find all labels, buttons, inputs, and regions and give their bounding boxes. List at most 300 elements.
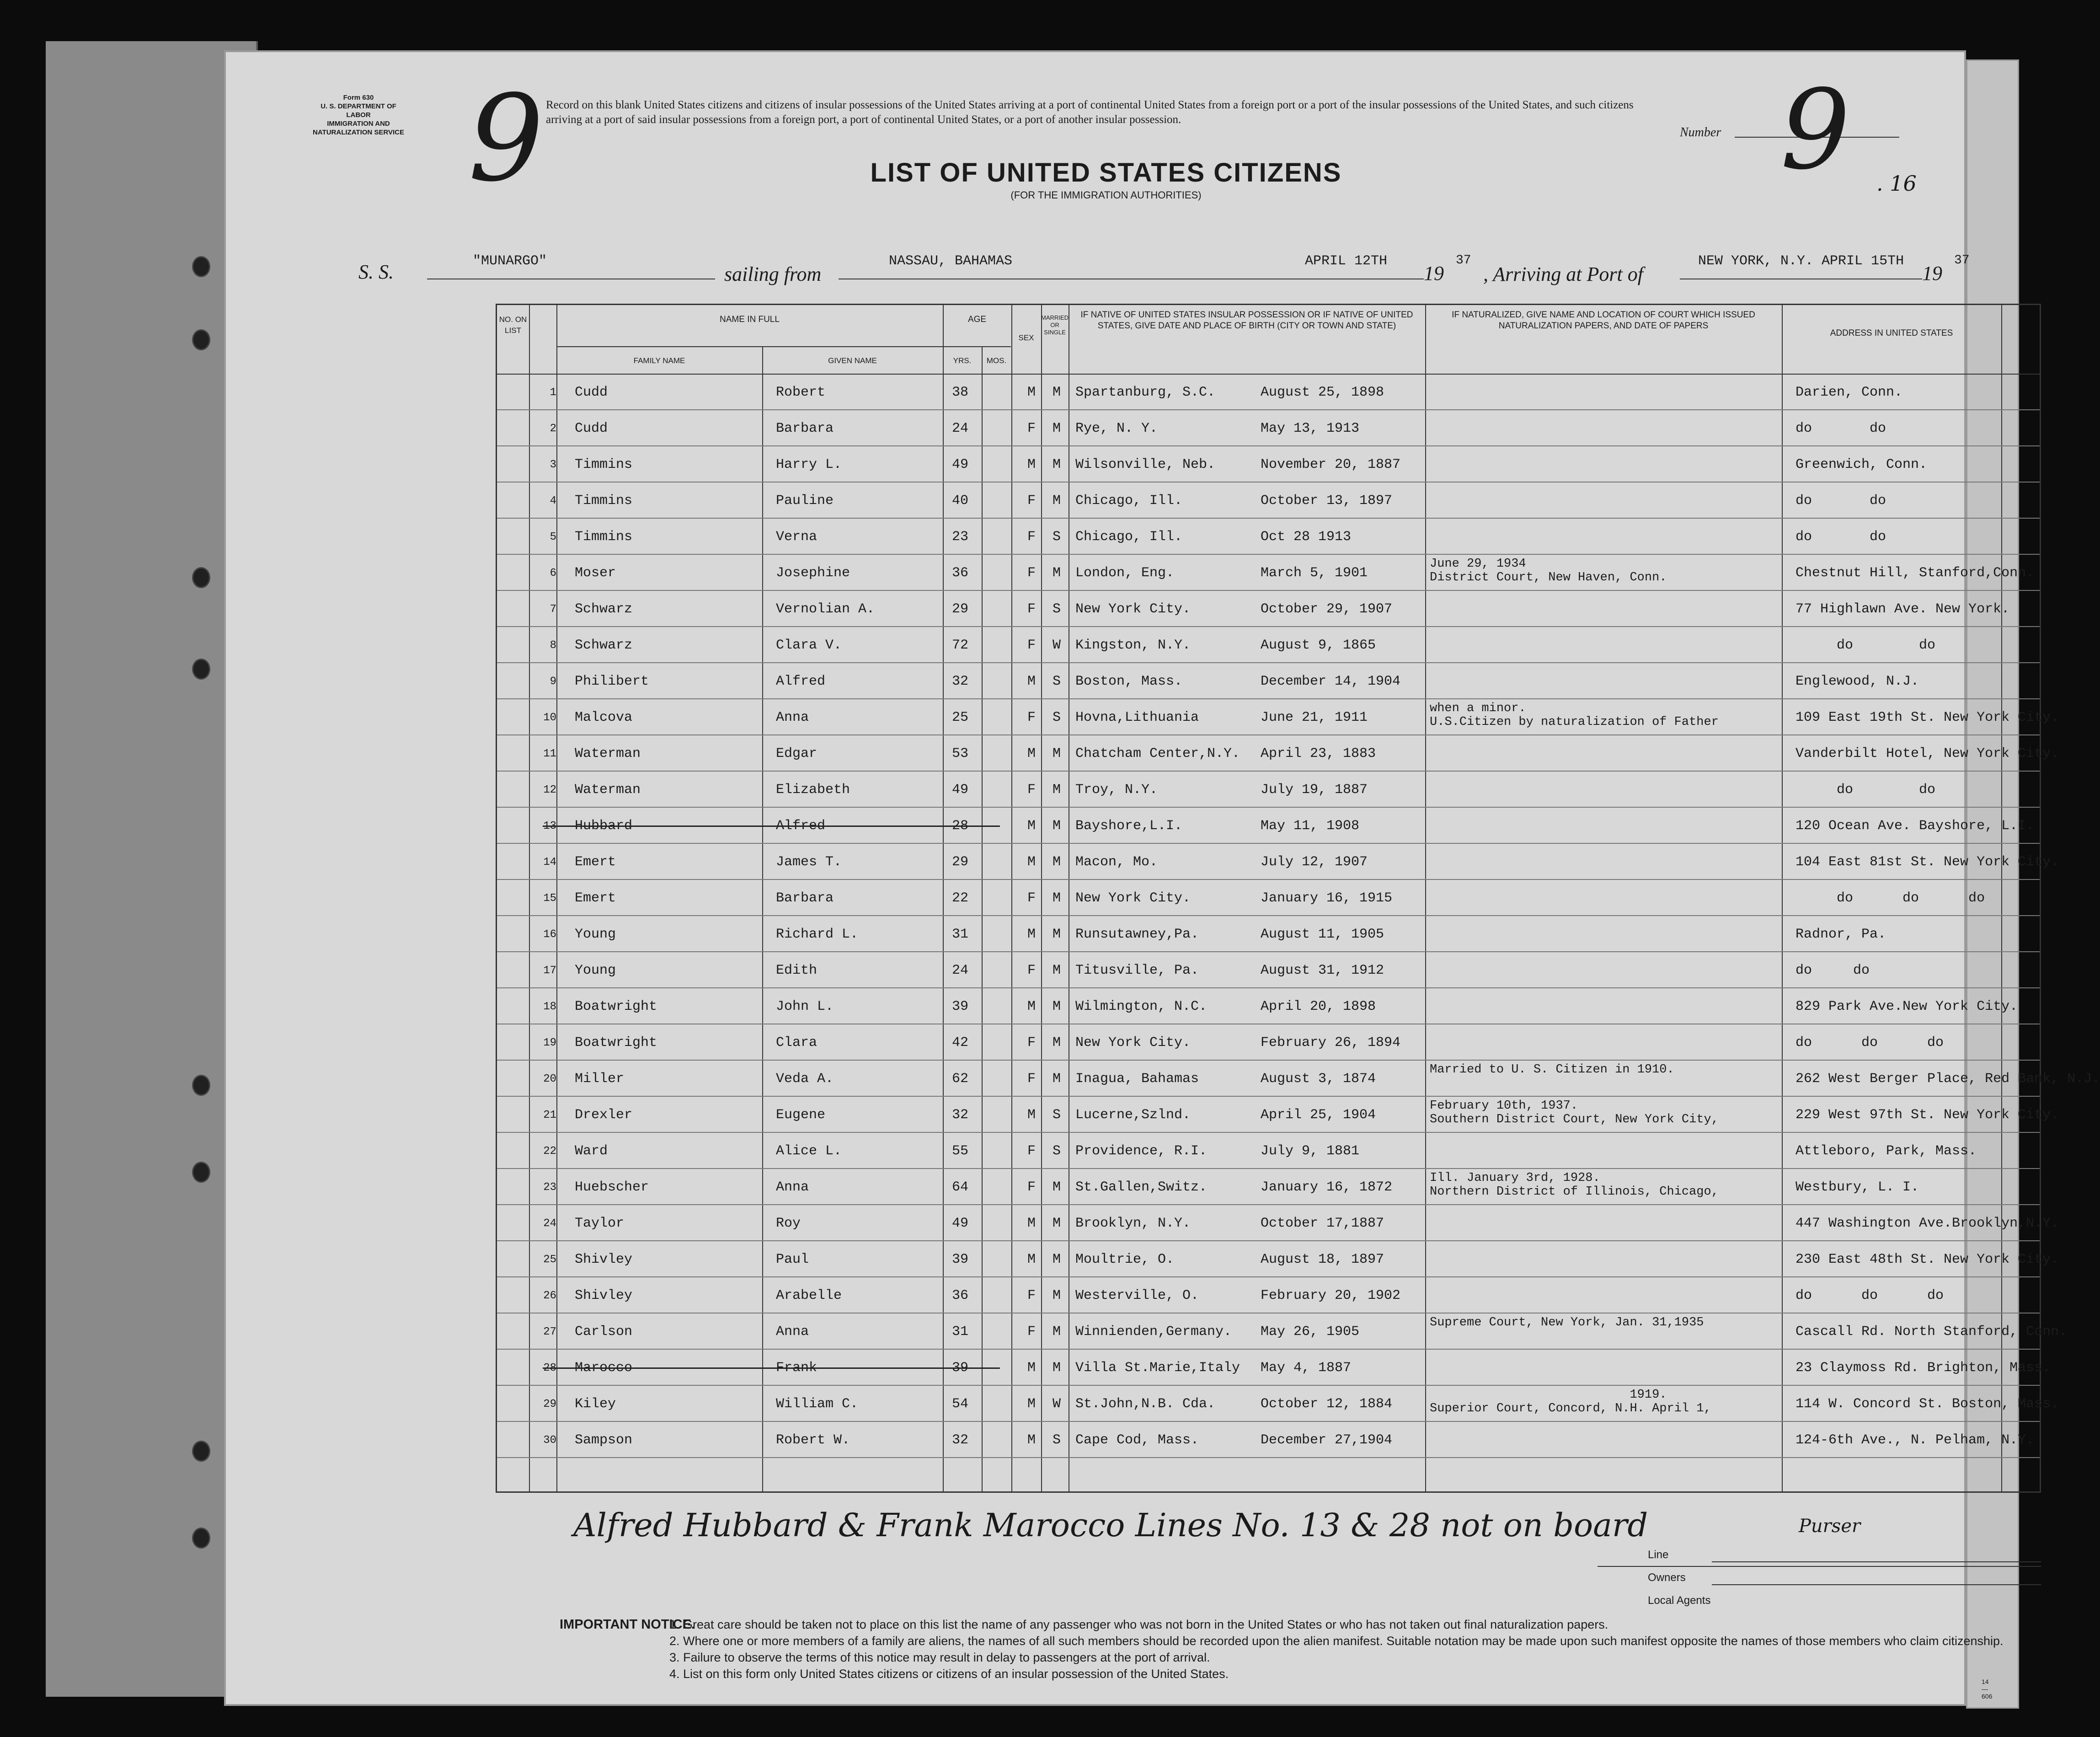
handwritten-list-number: 9 (468, 70, 544, 208)
sex: M (1027, 385, 1036, 400)
row-number: 5 (550, 531, 556, 543)
family-name: Timmins (575, 457, 633, 472)
given-name: Roy (776, 1216, 801, 1231)
sex: F (1027, 421, 1036, 436)
header-naturalization: IF NATURALIZED, GIVE NAME AND LOCATION OF COURT WHICH ISSUED NATURALIZATION PAPERS, AND DATE OF PAPERS (1452, 310, 1755, 331)
marital-status: M (1053, 1288, 1061, 1303)
family-name: Carlson (575, 1324, 633, 1340)
family-name: Schwarz (575, 601, 633, 617)
birth-date: April 25, 1904 (1261, 1107, 1376, 1123)
family-name: Emert (575, 890, 616, 906)
given-name: James T. (776, 854, 842, 870)
punch-hole (192, 1441, 210, 1462)
given-name: Clara (776, 1035, 818, 1051)
ss-label: S. S. (358, 261, 394, 283)
us-address: Englewood, N.J. (1795, 674, 1919, 689)
table-row (497, 807, 2040, 844)
sex: M (1027, 1252, 1036, 1267)
sex: F (1027, 1179, 1036, 1195)
birth-date: Oct 28 1913 (1261, 529, 1352, 545)
age-years: 25 (952, 710, 969, 725)
punch-hole (192, 256, 210, 277)
age-years: 55 (952, 1143, 969, 1159)
table-row (497, 1132, 2040, 1169)
table-row (497, 1060, 2100, 1097)
row-number: 28 (543, 1362, 556, 1374)
us-address: Radnor, Pa. (1795, 927, 1886, 942)
given-name: Robert W. (776, 1432, 850, 1448)
birth-date: April 20, 1898 (1261, 999, 1376, 1014)
table-row (497, 663, 2040, 699)
sex: F (1027, 963, 1036, 978)
table-row (497, 843, 2059, 880)
sex: M (1027, 1216, 1036, 1231)
sex: F (1027, 1143, 1036, 1159)
sex: M (1027, 927, 1036, 942)
table-row (497, 627, 2040, 663)
family-name: Shivley (575, 1288, 633, 1303)
given-name: Anna (776, 710, 809, 725)
birth-place: Wilsonville, Neb. (1075, 457, 1216, 472)
table-row (497, 1205, 2059, 1241)
table-row (497, 1169, 2040, 1205)
sex: M (1027, 999, 1036, 1014)
row-number: 20 (543, 1073, 556, 1085)
handwritten-number: 9 (1780, 66, 1850, 194)
us-address: 229 West 97th St. New York City. (1795, 1107, 2059, 1123)
birth-date: June 21, 1911 (1261, 710, 1368, 725)
us-address: Darien, Conn. (1795, 385, 1903, 400)
header-yrs: YRS. (953, 356, 972, 365)
birth-place: Troy, N.Y. (1075, 782, 1158, 798)
row-number: 18 (543, 1001, 556, 1013)
marital-status: S (1053, 1432, 1061, 1448)
birth-place: Chicago, Ill. (1075, 493, 1183, 509)
marital-status: S (1053, 529, 1061, 545)
punch-hole (192, 1075, 210, 1096)
age-years: 49 (952, 1216, 969, 1231)
age-years: 36 (952, 1288, 969, 1303)
marital-status: M (1053, 746, 1061, 761)
department-name: U. S. DEPARTMENT OF LABOR (321, 102, 396, 119)
birth-date: October 17,1887 (1261, 1216, 1384, 1231)
agents-line (1712, 1584, 2041, 1585)
given-name: Eugene (776, 1107, 826, 1123)
birth-place: Inagua, Bahamas (1075, 1071, 1199, 1087)
birth-date: November 20, 1887 (1261, 457, 1401, 472)
marital-status: M (1053, 1252, 1061, 1267)
table-row (497, 879, 2040, 916)
marital-status: M (1053, 385, 1061, 400)
row-number: 10 (543, 712, 556, 724)
marital-status: M (1053, 818, 1061, 834)
us-address: 230 East 48th St. New York City. (1795, 1252, 2059, 1267)
birth-place: Rye, N. Y. (1075, 421, 1158, 436)
row-number: 22 (543, 1145, 556, 1158)
birth-place: Winnienden,Germany. (1075, 1324, 1232, 1340)
family-name: Moser (575, 565, 616, 581)
family-name: Kiley (575, 1396, 616, 1412)
birth-place: London, Eng. (1075, 565, 1175, 581)
page-subtitle: (FOR THE IMMIGRATION AUTHORITIES) (1010, 189, 1202, 201)
notice-item: 3. Failure to observe the terms of this notice may result in delay to passengers at the port of arrival. (669, 1651, 1210, 1664)
us-address: Greenwich, Conn. (1795, 457, 1928, 472)
year-prefix: 19 (1424, 262, 1444, 284)
sex: M (1027, 1432, 1036, 1448)
row-number: 15 (543, 892, 556, 905)
table-row (497, 988, 2040, 1024)
table-row (497, 1024, 2040, 1061)
family-name: Drexler (575, 1107, 633, 1123)
us-address: do do (1795, 529, 1886, 545)
row-number: 17 (543, 965, 556, 977)
sex: F (1027, 1035, 1036, 1051)
row-number: 25 (543, 1254, 556, 1266)
marital-status: W (1053, 1396, 1061, 1412)
given-name: William C. (776, 1396, 859, 1412)
marital-status: M (1053, 1324, 1061, 1340)
us-address: do do (1795, 638, 1936, 653)
marital-status: S (1053, 601, 1061, 617)
us-address: 104 East 81st St. New York City. (1795, 854, 2059, 870)
birth-date: February 20, 1902 (1261, 1288, 1401, 1303)
punch-hole (192, 329, 210, 350)
birth-date: August 18, 1897 (1261, 1252, 1384, 1267)
marital-status: M (1053, 1035, 1061, 1051)
signature-line (1598, 1566, 2041, 1567)
header-married-single: MARRIED OR SINGLE (1041, 314, 1069, 336)
age-years: 49 (952, 457, 969, 472)
sex: F (1027, 782, 1036, 798)
table-row (497, 771, 2040, 808)
row-number: 24 (543, 1217, 556, 1230)
row-number: 23 (543, 1181, 556, 1194)
family-name: Boatwright (575, 1035, 657, 1051)
marital-status: M (1053, 421, 1061, 436)
table-row (497, 1421, 2040, 1458)
given-name: Barbara (776, 421, 834, 436)
age-years: 54 (952, 1396, 969, 1412)
header-sex: SEX (1018, 333, 1034, 342)
birth-date: August 9, 1865 (1261, 638, 1376, 653)
strike-through-line (543, 1367, 1000, 1369)
family-name: Cudd (575, 421, 608, 436)
sex: F (1027, 601, 1036, 617)
form-id-block (313, 93, 404, 137)
us-address: 447 Washington Ave.Brooklyn,N.Y. (1795, 1216, 2059, 1231)
purser-label: Purser (1799, 1516, 1861, 1537)
row-number: 21 (543, 1109, 556, 1121)
us-address: Westbury, L. I. (1795, 1179, 1919, 1195)
marital-status: M (1053, 854, 1061, 870)
page-title: LIST OF UNITED STATES CITIZENS (870, 158, 1342, 188)
birth-date: July 9, 1881 (1261, 1143, 1360, 1159)
us-address: Chestnut Hill, Stanford,Conn. (1795, 565, 2035, 581)
age-years: 32 (952, 674, 969, 689)
given-name: Verna (776, 529, 818, 545)
table-row (497, 446, 2040, 482)
sex: F (1027, 1288, 1036, 1303)
naturalization-info: when a minor. U.S.Citizen by naturalization of Father (1430, 702, 1719, 729)
header-address: ADDRESS IN UNITED STATES (1830, 328, 1953, 338)
birth-place: New York City. (1075, 601, 1191, 617)
given-name: Pauline (776, 493, 834, 509)
given-name: Barbara (776, 890, 834, 906)
age-years: 29 (952, 601, 969, 617)
page-number: . 16 (1876, 171, 1917, 196)
us-address: 114 W. Concord St. Boston, Mass. (1795, 1396, 2059, 1412)
marital-status: M (1053, 457, 1061, 472)
table-row (497, 554, 2040, 591)
notice-item: 1. Great care should be taken not to place on this list the name of any passenger who was not born in the United States or who has not taken out final naturalization papers. (669, 1618, 1608, 1631)
notice-item: 4. List on this form only United States citizens or citizens of an insular possession of the United States. (669, 1667, 1229, 1681)
birth-place: Villa St.Marie,Italy (1075, 1360, 1240, 1376)
birth-date: December 27,1904 (1261, 1432, 1393, 1448)
birth-place: Runsutawney,Pa. (1075, 927, 1199, 942)
strike-through-line (543, 826, 1000, 827)
us-address: do do (1795, 493, 1886, 509)
birth-place: Lucerne,Szlnd. (1075, 1107, 1191, 1123)
punch-hole (192, 1162, 210, 1183)
row-number: 12 (543, 784, 556, 796)
punch-hole (192, 567, 210, 588)
table-row (497, 1349, 2051, 1386)
marital-status: S (1053, 1107, 1061, 1123)
table-row (497, 482, 2040, 519)
sailing-label: sailing from (724, 263, 822, 285)
family-name: Sampson (575, 1432, 633, 1448)
birth-place: Titusville, Pa. (1075, 963, 1199, 978)
birth-date: August 31, 1912 (1261, 963, 1384, 978)
us-address: do do (1795, 782, 1936, 798)
departure-year: 37 (1456, 253, 1471, 268)
birth-date: May 11, 1908 (1261, 818, 1360, 834)
birth-place: St.John,N.B. Cda. (1075, 1396, 1216, 1412)
important-notice (560, 1616, 2068, 1682)
row-number: 2 (550, 423, 556, 435)
marital-status: W (1053, 638, 1061, 653)
naturalization-info: Supreme Court, New York, Jan. 31,1935 (1430, 1316, 1704, 1330)
birth-date: May 26, 1905 (1261, 1324, 1360, 1340)
us-address: do do do (1795, 1288, 1944, 1303)
handwritten-note: Alfred Hubbard & Frank Marocco Lines No. 13 & 28 not on board (573, 1506, 1648, 1544)
age-years: 49 (952, 782, 969, 798)
marital-status: M (1053, 565, 1061, 581)
given-name: Richard L. (776, 927, 859, 942)
family-name: Cudd (575, 385, 608, 400)
age-years: 40 (952, 493, 969, 509)
us-address: 120 Ocean Ave. Bayshore, L.I. (1795, 818, 2035, 834)
family-name: Hubbard (575, 818, 633, 834)
row-number: 3 (550, 459, 556, 471)
birth-date: December 14, 1904 (1261, 674, 1401, 689)
given-name: Elizabeth (776, 782, 850, 798)
header-family-name: FAMILY NAME (633, 356, 685, 365)
age-years: 31 (952, 1324, 969, 1340)
given-name: Frank (776, 1360, 818, 1376)
age-years: 22 (952, 890, 969, 906)
age-years: 62 (952, 1071, 969, 1087)
family-name: Miller (575, 1071, 625, 1087)
row-number: 7 (550, 603, 556, 616)
table-row (497, 410, 2040, 446)
punch-hole (192, 1528, 210, 1549)
family-name: Waterman (575, 746, 641, 761)
birth-place: Boston, Mass. (1075, 674, 1183, 689)
header-mos: MOS. (986, 356, 1007, 365)
header-no-on-list: NO. ON LIST (499, 315, 527, 335)
given-name: Vernolian A. (776, 601, 875, 617)
sex: F (1027, 890, 1036, 906)
given-name: Robert (776, 385, 826, 400)
marital-status: M (1053, 1216, 1061, 1231)
age-years: 32 (952, 1432, 969, 1448)
age-years: 38 (952, 385, 969, 400)
birth-place: New York City. (1075, 890, 1191, 906)
birth-date: October 13, 1897 (1261, 493, 1393, 509)
birth-date: August 25, 1898 (1261, 385, 1384, 400)
passenger-table (496, 304, 2100, 1493)
birth-date: May 13, 1913 (1261, 421, 1360, 436)
given-name: Veda A. (776, 1071, 834, 1087)
us-address: do do do (1795, 1035, 1944, 1051)
naturalization-info: Ill. January 3rd, 1928. Northern District of Illinois, Chicago, (1430, 1171, 1719, 1199)
sex: M (1027, 1360, 1036, 1376)
notice-heading: IMPORTANT NOTICE. (560, 1617, 695, 1632)
sex: F (1027, 529, 1036, 545)
table-row (497, 1385, 2059, 1422)
header-age: AGE (967, 315, 987, 324)
table-row (497, 952, 2040, 988)
row-number: 16 (543, 928, 556, 941)
birth-place: Brooklyn, N.Y. (1075, 1216, 1191, 1231)
age-years: 24 (952, 963, 969, 978)
us-address: do do do (1795, 890, 1985, 906)
sex: F (1027, 1324, 1036, 1340)
family-name: Marocco (575, 1360, 633, 1376)
sex: M (1027, 818, 1036, 834)
row-number: 8 (550, 639, 556, 652)
birth-place: Providence, R.I. (1075, 1143, 1208, 1159)
row-number: 11 (543, 748, 556, 760)
record-instructions: Record on this blank United States citizens and citizens of insular possessions of the United States arriving at a port of continental United States from a foreign port or a port of the insular possessions of the United States, and such citizens arriving at a port of said insular possessions from a foreign port, a port of continental United States, or a port of another insular possession. (546, 99, 1634, 126)
arriving-label: , Arriving at Port of (1483, 263, 1643, 285)
birth-date: January 16, 1915 (1261, 890, 1393, 906)
row-number: 6 (550, 567, 556, 579)
birth-place: Moultrie, O. (1075, 1252, 1175, 1267)
family-name: Timmins (575, 493, 633, 509)
birth-date: October 12, 1884 (1261, 1396, 1393, 1412)
us-address: do do (1795, 421, 1886, 436)
age-years: 39 (952, 1360, 969, 1376)
punch-hole (192, 659, 210, 680)
number-label: Number (1680, 125, 1721, 139)
sex: F (1027, 493, 1036, 509)
arrival-year: 37 (1954, 253, 1970, 268)
birth-place: Spartanburg, S.C. (1075, 385, 1216, 400)
header-birth: IF NATIVE OF UNITED STATES INSULAR POSSESSION OR IF NATIVE OF UNITED STATES, GIVE DATE AND PLACE OF BIRTH (CITY OR TOWN AND STATE) (1080, 310, 1413, 331)
birth-date: May 4, 1887 (1261, 1360, 1352, 1376)
row-number: 26 (543, 1290, 556, 1302)
given-name: Anna (776, 1179, 809, 1195)
family-name: Taylor (575, 1216, 625, 1231)
birth-place: New York City. (1075, 1035, 1191, 1051)
table-row (497, 1241, 2059, 1277)
us-address: 109 East 19th St. New York City. (1795, 710, 2059, 725)
age-years: 53 (952, 746, 969, 761)
row-number: 14 (543, 856, 556, 868)
given-name: Alfred (776, 674, 826, 689)
birth-place: Macon, Mo. (1075, 854, 1158, 870)
service-name: IMMIGRATION AND NATURALIZATION SERVICE (313, 120, 405, 136)
given-name: Paul (776, 1252, 809, 1267)
birth-place: Bayshore,L.I. (1075, 818, 1183, 834)
family-name: Emert (575, 854, 616, 870)
given-name: Josephine (776, 565, 850, 581)
marital-status: M (1053, 890, 1061, 906)
marital-status: S (1053, 674, 1061, 689)
sex: M (1027, 457, 1036, 472)
us-address: 262 West Berger Place, Red Bank, N.J. (1795, 1071, 2100, 1087)
sex: M (1027, 746, 1036, 761)
form-number: Form 630 (343, 94, 374, 102)
header-given-name: GIVEN NAME (828, 356, 877, 365)
birth-place: Kingston, N.Y. (1075, 638, 1191, 653)
family-name: Ward (575, 1143, 608, 1159)
naturalization-info: Married to U. S. Citizen in 1910. (1430, 1063, 1674, 1077)
age-years: 32 (952, 1107, 969, 1123)
family-name: Young (575, 927, 616, 942)
row-number: 9 (550, 676, 556, 688)
family-name: Schwarz (575, 638, 633, 653)
family-name: Young (575, 963, 616, 978)
sex: F (1027, 638, 1036, 653)
line-label: Line (1648, 1549, 1669, 1561)
birth-date: April 23, 1883 (1261, 746, 1376, 761)
row-number: 4 (550, 495, 556, 507)
table-row (497, 590, 2040, 627)
owners-label: Owners (1648, 1571, 1686, 1584)
birth-date: October 29, 1907 (1261, 601, 1393, 617)
given-name: Harry L. (776, 457, 842, 472)
header-rule (556, 346, 1011, 347)
birth-place: Westerville, O. (1075, 1288, 1199, 1303)
sex: F (1027, 565, 1036, 581)
age-years: 64 (952, 1179, 969, 1195)
birth-place: Wilmington, N.C. (1075, 999, 1208, 1014)
age-years: 36 (952, 565, 969, 581)
form-code: 14—606 (1982, 1678, 1993, 1700)
age-years: 28 (952, 818, 969, 834)
ship-name: "MUNARGO" (473, 253, 547, 269)
age-years: 24 (952, 421, 969, 436)
row-number: 13 (543, 820, 556, 832)
row-number: 27 (543, 1326, 556, 1338)
birth-place: Hovna,Lithuania (1075, 710, 1199, 725)
marital-status: M (1053, 1071, 1061, 1087)
arrival-port-date: NEW YORK, N.Y. APRIL 15TH (1698, 253, 1904, 269)
table-row (497, 1096, 2059, 1133)
given-name: Alice L. (776, 1143, 842, 1159)
sex: M (1027, 674, 1036, 689)
row-number: 19 (543, 1037, 556, 1049)
marital-status: M (1053, 927, 1061, 942)
table-row (497, 1313, 2068, 1350)
birth-place: Chicago, Ill. (1075, 529, 1183, 545)
age-years: 39 (952, 1252, 969, 1267)
marital-status: S (1053, 710, 1061, 725)
sex: M (1027, 854, 1036, 870)
